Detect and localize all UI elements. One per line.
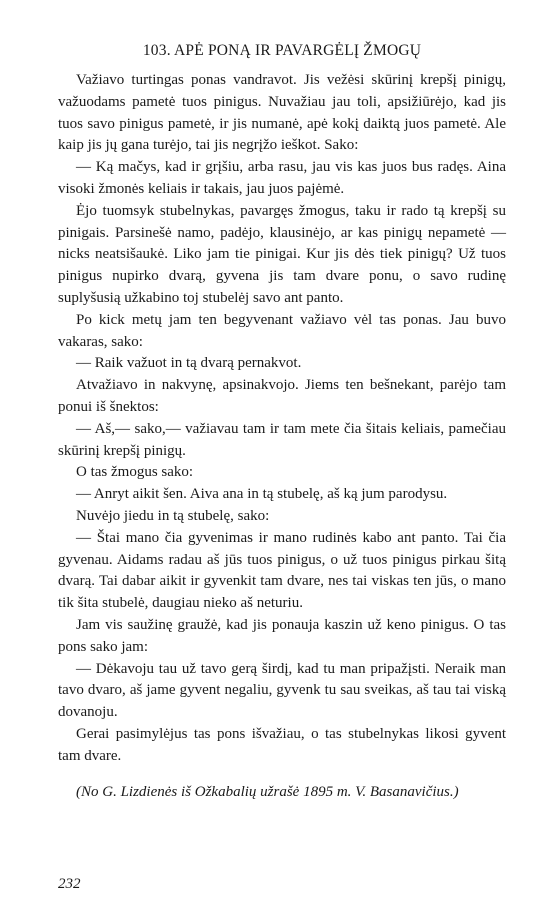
paragraph-3: Ėjo tuomsyk stubelnykas, pavargęs žmogus, taku ir rado tą krepšį su pinigais. Parsinešė namo, padėjo, klausinėjo, ar kas pinigų nepametė — nicks neatsišaukė. Liko jam tie pinigai. Kur jis dės tiek pinigų? Už tuos pinigus nupirko dvarą, gyvena jis tam dvare ponu, o savo rudinę suplyšusią užkabino toj stubelėj savo ant panto. xyxy=(58,202,506,306)
paragraph-6: Atvažiavo in nakvynę, apsinakvojo. Jiems ten bešnekant, parėjo tam ponui iš šnektos: xyxy=(58,377,506,415)
paragraph-2: — Ką mačys, kad ir grįšiu, arba rasu, jau vis kas juos bus radęs. Aina visoki žmonės keliais ir takais, jau juos pajėmė. xyxy=(58,159,506,197)
source-note: (No G. Lizdienės iš Ožkabalių užrašė 1895 m. V. Basanavičius.) xyxy=(76,783,459,800)
paragraph-5: — Raik važuot in tą dvarą pernakvot. xyxy=(76,355,302,372)
page xyxy=(58,40,506,803)
page-number: 232 xyxy=(58,876,81,892)
story-title: 103. APĖ PONĄ IR PAVARGĖLĮ ŽMOGŲ xyxy=(142,42,422,59)
paragraph-7: — Aš,— sako,— važiavau tam ir tam mete čia šitais keliais, pamečiau skūrinį krepšį pinigų. xyxy=(58,420,506,459)
paragraph-13: — Dėkavoju tau už tavo gerą širdį, kad tu man pripažįsti. Neraik man tavo dvaro, aš jame gyvent negaliu, gyvenk tu sau sveikas, aš tau tai viską dovanoju. xyxy=(58,660,506,721)
paragraph-12: Jam vis saužinę graužė, kad jis ponauja kaszin už keno pinigus. O tas pons sako jam: xyxy=(58,616,506,655)
paragraph-1: Važiavo turtingas ponas vandravot. Jis vežėsi skūrinį krepšį pinigų, važuodams pametė tuos pinigus. Nuvažiau jau toli, apsižiūrėjo, kad jis tuos savo pinigus pametė, ir jis numanė, apė kokį daiktą juos pametė. Ale kaip jis jų gana turėjo, tai jis negrįžo ieškot. Sako: xyxy=(58,72,506,154)
story-body xyxy=(58,70,506,768)
paragraph-14: Gerai pasimylėjus tas pons išvažiau, o tas stubelnykas likosi gyvent tam dvare. xyxy=(58,725,506,764)
paragraph-8: O tas žmogus sako: xyxy=(76,464,194,481)
paragraph-10: Nuvėjo jiedu in tą stubelę, sako: xyxy=(76,507,270,524)
paragraph-4: Po kick metų jam ten begyvenant važiavo vėl tas ponas. Jau buvo vakaras, sako: xyxy=(58,311,506,350)
paragraph-11: — Štai mano čia gyvenimas ir mano rudinės kabo ant panto. Tai čia gyvenau. Aidams radau aš jūs tuos pinigus, o už tuos pinigus pirkau šitą dvarą. Tai dabar aikit ir gyvenkit tam dvare, nes tai viskas ten jūs, o mano tik šita stubelė, daugiau nieko aš neturiu. xyxy=(58,529,506,612)
paragraph-9: — Anryt aikit šen. Aiva ana in tą stubelę, aš ką jum parodysu. xyxy=(76,486,448,503)
